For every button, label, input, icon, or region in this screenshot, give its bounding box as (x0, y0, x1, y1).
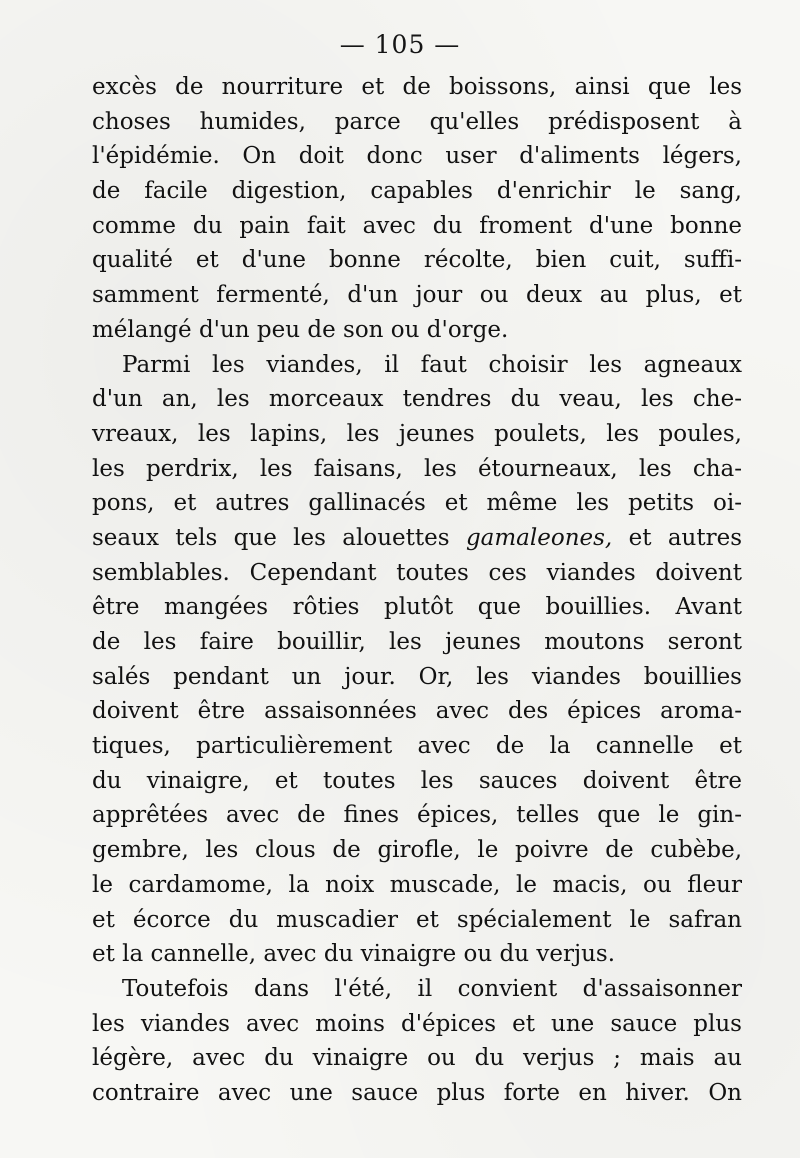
text-line: d'un an, les morceaux tendres du veau, les che- (92, 386, 742, 413)
text-line: gembre, les clous de girofle, le poivre de cubèbe, (92, 837, 742, 864)
text-line: être mangées rôties plutôt que bouillies. Avant (92, 594, 742, 621)
text-line: du vinaigre, et toutes les sauces doivent être (92, 767, 742, 794)
text-line: et la cannelle, avec du vinaigre ou du verjus. (92, 941, 616, 968)
text-line: de les faire bouillir, les jeunes moutons seront (92, 629, 742, 655)
text-line: contraire avec une sauce plus forte en hiver. On (92, 1079, 742, 1106)
text-line: mélangé d'un peu de son ou d'orge. (92, 316, 509, 343)
text-line: apprêtées avec de fines épices, telles que le gin- (92, 802, 742, 829)
text-line: doivent être assaisonnées avec des épices aroma- (92, 698, 742, 725)
text-line: salés pendant un jour. Or, les viandes bouillies (92, 663, 742, 690)
paragraph-1 (92, 70, 742, 348)
text-line: les viandes avec moins d'épices et une sauce plus (92, 1010, 742, 1037)
text-line: de facile digestion, capables d'enrichir le sang, (92, 178, 742, 205)
page-number: — 105 — (339, 30, 461, 59)
paragraph-2 (92, 348, 742, 972)
text-line: l'épidémie. On doit donc user d'aliments légers, (92, 143, 742, 170)
text-line-with-italic (92, 521, 742, 556)
text-line: qualité et d'une bonne récolte, bien cuit, suffi- (92, 247, 742, 274)
text-segment: et autres (612, 524, 743, 551)
text-line: excès de nourriture et de boissons, ainsi que les (92, 74, 742, 100)
text-line: vreaux, les lapins, les jeunes poulets, les poules, (92, 420, 742, 447)
text-line: pons, et autres gallinacés et même les petits oi- (92, 490, 742, 517)
italic-term: gamaleones, (465, 524, 613, 551)
text-line: les perdrix, les faisans, les étourneaux, les cha- (92, 455, 742, 482)
text-line: tiques, particulièrement avec de la cannelle et (92, 733, 742, 760)
text-line: semblables. Cependant toutes ces viandes doivent (92, 559, 742, 586)
text-line: choses humides, parce qu'elles prédisposent à (92, 108, 742, 135)
text-line: légère, avec du vinaigre ou du verjus ; mais au (92, 1045, 742, 1072)
text-segment: seaux tels que les alouettes (92, 524, 450, 551)
text-line: samment fermenté, d'un jour ou deux au plus, et (92, 282, 742, 309)
text-line: comme du pain fait avec du froment d'une bonne (92, 212, 742, 239)
text-line: Toutefois dans l'été, il convient d'assaisonner (122, 975, 742, 1002)
text-line: Parmi les viandes, il faut choisir les agneaux (122, 351, 742, 378)
text-line: et écorce du muscadier et spécialement le safran (92, 906, 742, 933)
body-text (92, 70, 742, 1111)
text-line: le cardamome, la noix muscade, le macis, ou fleur (92, 871, 742, 898)
paragraph-3 (92, 972, 742, 1111)
